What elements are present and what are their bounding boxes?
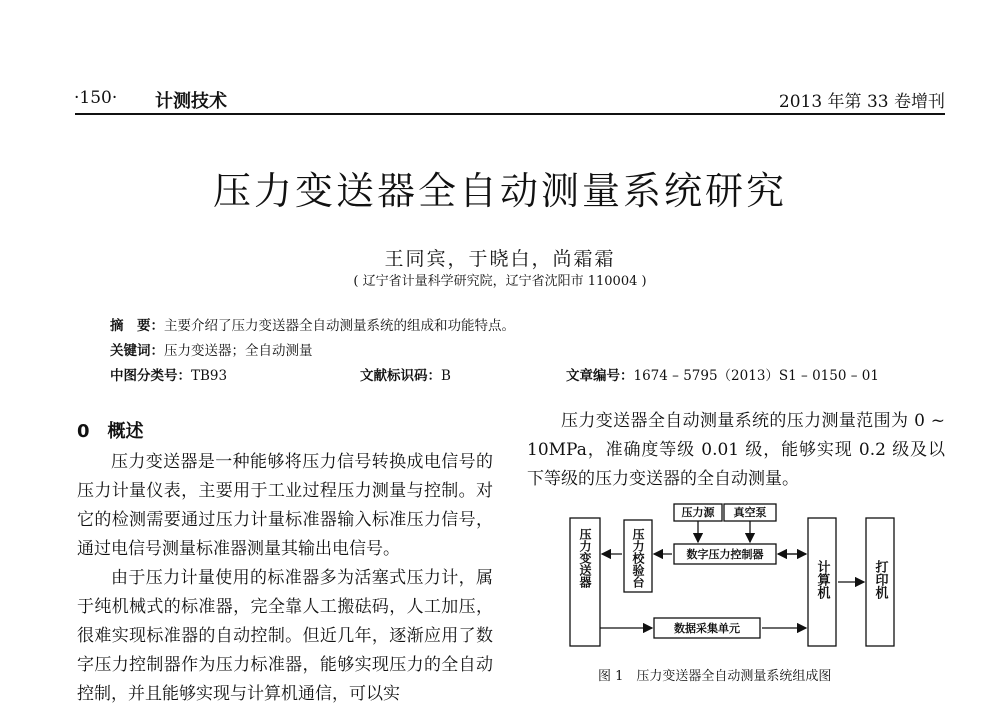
figure-caption: 图 1 压力变送器全自动测量系统组成图	[598, 669, 832, 684]
transmitter-label: 压力变送器	[578, 528, 592, 588]
abstract	[110, 314, 515, 334]
article-id-value: 1674 – 5795（2013）S1 – 0150 – 01	[633, 368, 879, 384]
daq-label: 数据采集单元	[674, 622, 740, 635]
affiliation: ( 辽宁省计量科学研究院，辽宁省沈阳市 110004 )	[353, 274, 647, 289]
keywords-label: 关键词：	[110, 343, 164, 359]
header-rule	[75, 113, 945, 115]
abstract-text: 主要介绍了压力变送器全自动测量系统的组成和功能特点。	[164, 318, 515, 334]
paragraph: 压力变送器是一种能够将压力信号转换成电信号的压力计量仪表，主要用于工业过程压力测量与控制。对它的检测需要通过压力计量标准器输入标准压力信号，通过电信号测量标准器测量其输出电信号。	[77, 452, 493, 559]
right-column	[527, 407, 945, 494]
clc-label: 中图分类号：	[110, 368, 191, 384]
pressure-source-label: 压力源	[681, 506, 715, 519]
controller-label: 数字压力控制器	[686, 548, 764, 561]
abstract-label: 摘 要：	[110, 318, 164, 334]
system-diagram	[560, 498, 940, 658]
doc-code-label: 文献标识码：	[360, 368, 441, 384]
clc-number	[110, 364, 227, 384]
paragraph: 由于压力计量使用的标准器多为活塞式压力计，属于纯机械式的标准器，完全靠人工搬砝码，人工加压，很难实现标准器的自动控制。但近几年，逐渐应用了数字压力控制器作为压力标准器，能够实现压力的全自动控制，并且能够实现与计算机通信，可以实	[77, 568, 493, 704]
keywords-text: 压力变送器；全自动测量	[164, 343, 313, 359]
doc-code	[360, 364, 451, 384]
printer-label: 打印机	[872, 560, 888, 599]
paragraph: 压力变送器全自动测量系统的压力测量范围为 0 ~ 10MPa，准确度等级 0.01 级，能够实现 0.2 级及以下等级的压力变送器的全自动测量。	[527, 411, 945, 489]
page-number: ·150·	[74, 88, 118, 108]
computer-label: 计算机	[814, 560, 830, 599]
issue-info: 2013 年第 33 卷增刊	[778, 92, 945, 112]
section-heading: 0 概述	[77, 421, 144, 442]
clc-value: TB93	[191, 368, 228, 384]
left-column	[77, 448, 493, 709]
keywords	[110, 339, 313, 359]
article-id-label: 文章编号：	[566, 368, 634, 384]
article-id	[566, 364, 879, 384]
doc-code-value: B	[441, 368, 451, 384]
journal-name: 计测技术	[155, 91, 227, 112]
article-title: 压力变送器全自动测量系统研究	[212, 169, 787, 213]
calibrator-label: 压力校验台	[631, 528, 645, 588]
vacuum-pump-label: 真空泵	[733, 506, 767, 519]
authors: 王同宾，于晓白，尚霜霜	[384, 248, 616, 270]
